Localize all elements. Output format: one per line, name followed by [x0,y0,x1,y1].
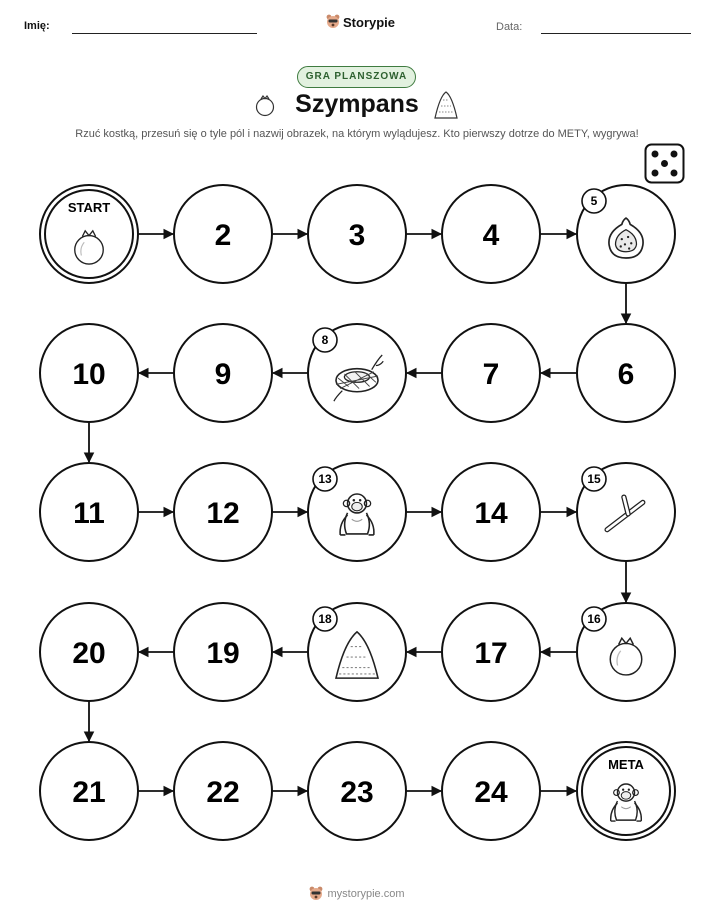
start-label: START [67,200,111,215]
board-cell-17 [442,603,540,701]
cell-number: 13 [318,472,332,486]
board-cell-10 [40,324,138,422]
date-label: Data: [496,21,523,33]
board-cell-18 [308,603,406,701]
board-cell-22 [174,742,272,840]
board-cell-9 [174,324,272,422]
cell-number: 4 [482,219,500,252]
cell-number: 20 [72,637,106,670]
board-cell-24 [442,742,540,840]
cell-number: 18 [318,612,332,626]
cell-number: 14 [474,497,508,530]
board-cell-3 [308,185,406,283]
cell-number: 2 [214,219,232,252]
board-cell-5 [577,185,675,283]
board-cell-12 [174,463,272,561]
cell-number: 5 [590,194,598,208]
cell-number: 12 [206,497,240,530]
cell-number: 19 [206,637,240,670]
bear-logo-icon [309,886,323,902]
board-cell-7 [442,324,540,422]
instructions: Rzuć kostką, przesuń się o tyle pól i nazwij obrazek, na którym wylądujesz. Kto pierwszy dotrze do METY, wygrywa! [75,128,639,140]
cell-number: 10 [72,358,106,391]
start-cell [40,185,138,283]
cell-number: 21 [72,776,106,809]
cell-number: 7 [482,358,500,391]
cell-number: 9 [214,358,232,391]
cell-number: 8 [321,333,329,347]
footer [0,886,714,902]
cell-number: 17 [474,637,508,670]
cell-number: 3 [348,219,366,252]
cell-number: 24 [474,776,508,809]
finish-label: META [608,757,644,772]
cell-number: 6 [617,358,635,391]
board-cell-15 [577,463,675,561]
board-cell-6 [577,324,675,422]
board-cell-8 [308,324,406,422]
finish-cell [577,742,675,840]
cell-number: 11 [73,497,105,530]
board-cell-14 [442,463,540,561]
board-cell-23 [308,742,406,840]
board-cell-19 [174,603,272,701]
brand-name: Storypie [343,14,396,30]
cell-number: 23 [340,776,374,809]
footer-url: mystorypie.com [327,888,405,900]
cell-number: 22 [206,776,240,809]
name-label: Imię: [24,20,50,32]
board-cell-11 [40,463,138,561]
board-cell-20 [40,603,138,701]
page-title: Szympans [295,90,419,118]
game-type-badge: GRA PLANSZOWA [297,66,416,88]
board-cell-21 [40,742,138,840]
cell-number: 16 [587,612,601,626]
board-cell-13 [308,463,406,561]
board-cell-2 [174,185,272,283]
board-cell-4 [442,185,540,283]
board-cell-16 [577,603,675,701]
cell-number: 15 [587,472,601,486]
